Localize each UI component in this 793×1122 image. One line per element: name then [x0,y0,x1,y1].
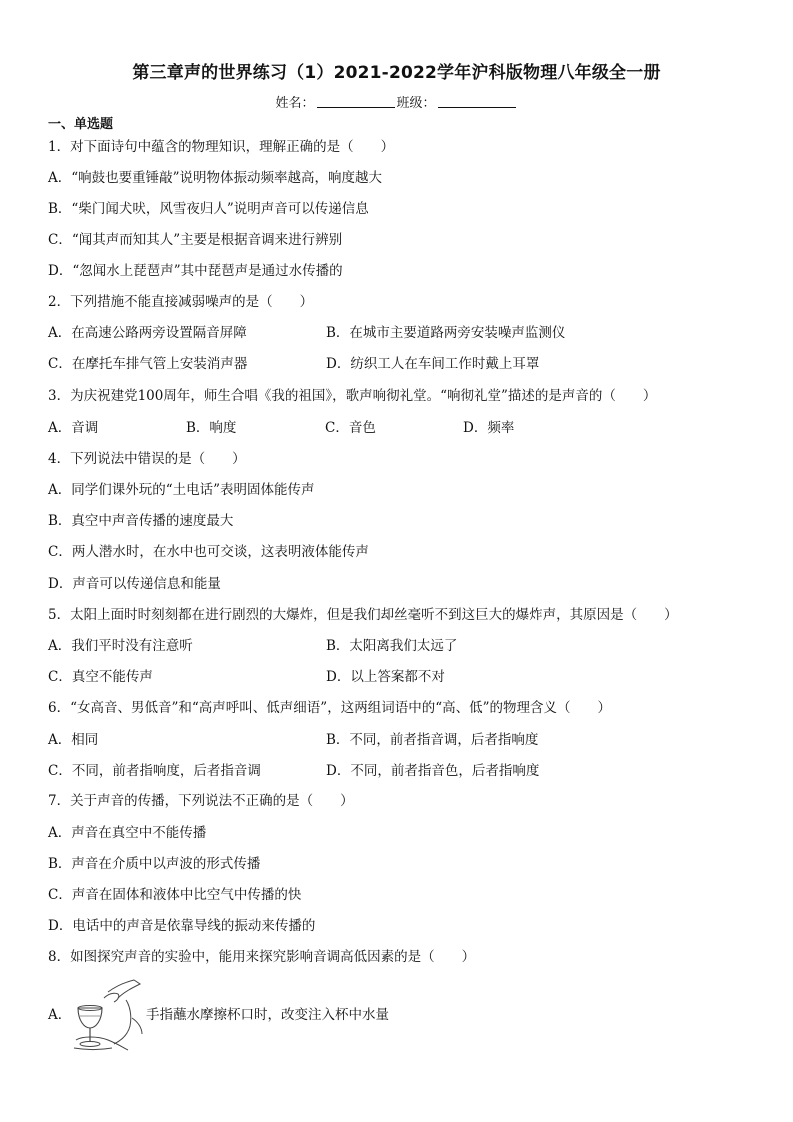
student-info-line [0,92,793,111]
option-row [48,668,748,686]
question-stem: 1．对下面诗句中蕴含的物理知识，理解正确的是（ ） [48,139,395,155]
option-b: B．真空中声音传播的速度最大 [48,513,234,529]
option-row [48,731,748,749]
class-label: 班级： [396,96,436,111]
question-stem: 8．如图探究声音的实验中，能用来探究影响音调高低因素的是（ ） [48,949,476,965]
option-a-text: 手指蘸水摩擦杯口时，改变注入杯中水量 [146,1007,389,1023]
option-c: C．“闻其声而知其人”主要是根据音调来进行辨别 [48,232,343,248]
option-d: D．声音可以传递信息和能量 [48,576,221,592]
option-a: A．“响鼓也要重锤敲”说明物体振动频率越高，响度越大 [48,170,383,186]
option-b: B．“柴门闻犬吠，风雪夜归人”说明声音可以传递信息 [48,201,369,217]
option-a: A．在高速公路两旁设置隔音屏障 [48,325,247,341]
option-b: B．响度 [186,420,237,436]
option-c: C．在摩托车排气管上安装消声器 [48,356,248,372]
option-d: D．电话中的声音是依靠导线的振动来传播的 [48,918,316,934]
option-c: C．两人潜水时，在水中也可交谈，这表明液体能传声 [48,544,369,560]
option-a: A．我们平时没有注意听 [48,638,193,654]
option-b: B．太阳离我们太远了 [326,638,458,654]
question-stem: 4．下列说法中错误的是（ ） [48,451,246,467]
option-b: B．声音在介质中以声波的形式传播 [48,856,261,872]
option-c: C．真空不能传声 [48,669,153,685]
question-stem: 5．太阳上面时时刻刻都在进行剧烈的大爆炸，但是我们却丝毫听不到这巨大的爆炸声，其原因是（ ） [48,607,678,623]
option-c: C．音色 [325,420,376,436]
option-a: A．同学们课外玩的“土电话”表明固体能传声 [48,482,315,498]
option-a: A．声音在真空中不能传播 [48,825,207,841]
option-d: D．以上答案都不对 [326,669,445,685]
class-blank[interactable] [438,95,516,108]
option-d: D．“忽闻水上琵琶声”其中琵琶声是通过水传播的 [48,263,343,279]
option-row [48,637,748,655]
question-stem: 3．为庆祝建党100周年，师生合唱《我的祖国》，歌声响彻礼堂。“响彻礼堂”描述的是声音的（ ） [48,388,657,404]
option-a-label: A． [48,1007,72,1023]
option-a: A．相同 [48,732,99,748]
option-d: D．频率 [463,420,515,436]
option-b: B．在城市主要道路两旁安装噪声监测仪 [326,325,566,341]
question-stem: 6．“女高音、男低音”和“高声呼叫、低声细语”，这两组词语中的“高、低”的物理含义（ ） [48,700,611,716]
option-b: B．不同，前者指音调，后者指响度 [326,732,539,748]
option-row [48,355,748,373]
question-stem: 2．下列措施不能直接减弱噪声的是（ ） [48,294,314,310]
option-row [48,324,748,342]
option-c: C．声音在固体和液体中比空气中传播的快 [48,887,302,903]
option-d: D．不同，前者指音色，后者指响度 [326,763,540,779]
section-title: 一、单选题 [48,117,114,132]
page-title: 第三章声的世界练习（1）2021-2022学年沪科版物理八年级全一册 [132,63,661,83]
question-stem: 7．关于声音的传播，下列说法不正确的是（ ） [48,793,354,809]
name-blank[interactable] [317,95,395,108]
wine-glass-finger-icon [68,978,146,1054]
name-label: 姓名： [275,96,315,111]
option-row [48,762,748,780]
option-d: D．纺织工人在车间工作时戴上耳罩 [326,356,540,372]
option-a: A．音调 [48,420,99,436]
option-c: C．不同，前者指响度，后者指音调 [48,763,261,779]
